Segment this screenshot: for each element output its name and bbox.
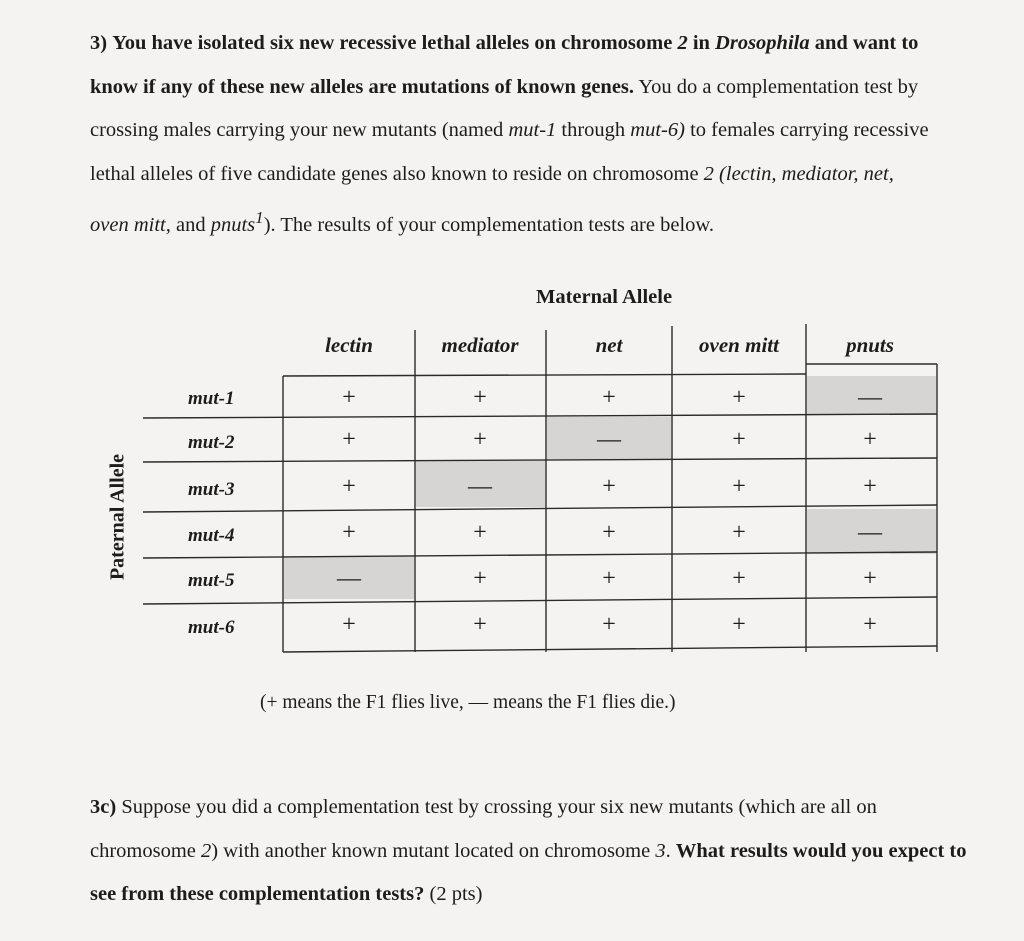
candidate-close: ). [263,213,276,236]
table-cell: + [863,426,877,453]
table-cell: + [602,611,616,638]
question-body: You do a complementation test by crossing males carrying your new mutants (named [90,75,919,141]
question-through: through [556,119,631,141]
candidate-genes: (lectin, mediator, net, oven mitt, [90,162,894,236]
table-cell: + [863,565,877,592]
table-cell: + [473,519,487,546]
part-c-label: 3c) [90,796,117,818]
table-cell: — [337,565,361,592]
table-cell: + [732,519,746,546]
column-lectin: lectin [325,333,373,357]
table-cell: + [342,384,356,411]
table-cell: + [732,384,746,411]
column-mediator: mediator [441,333,519,357]
intro-segment: You have isolated six new recessive lethal alleles on chromosome [112,32,678,54]
row-label-mut-5: mut-5 [188,570,235,591]
table-cell: + [473,611,487,638]
column-net: net [595,333,623,357]
part-c-chromosome-3: 3 [655,839,666,862]
table-cell: + [602,565,616,592]
table-cell: + [473,384,487,411]
mut-first: mut-1 [508,119,557,141]
table-cell: — [468,473,492,500]
chromosome-number: 2 [677,32,688,54]
part-c-body: Suppose you did a complementation test by crossing your six new mutants (which are all on chromosome [90,796,877,862]
table-cell: + [342,426,356,453]
question-results-intro: The results of your complementation tests are below. [275,213,714,236]
table-cell: + [473,565,487,592]
row-label-mut-1: mut-1 [188,388,235,409]
table-cell: + [342,611,356,638]
part-c-period: . [665,839,676,862]
table-cell: + [473,426,487,453]
table-cell: + [602,384,616,411]
paternal-allele-label: Paternal Allele [106,453,129,581]
row-label-mut-6: mut-6 [188,617,235,638]
table-cell: + [863,473,877,500]
column-pnuts: pnuts [846,333,894,357]
table-cell: + [732,426,746,453]
pnuts-superscript: 1 [255,208,264,227]
table-cell: — [597,426,621,453]
intro-segment-in: in [687,32,716,54]
table-cell: + [732,565,746,592]
part-c-chromosome-2: 2 [201,839,212,862]
species-name: Drosophila [715,32,810,54]
table-cell: + [863,611,877,638]
mut-last: mut-6) [630,119,685,141]
question-number: 3) [90,32,108,54]
table-cell: + [602,473,616,500]
row-label-mut-4: mut-4 [188,525,235,546]
question-body-2: to females carrying recessive lethal alleles of five candidate genes also known to reside on chromosome [90,119,929,185]
table-cell: — [858,384,882,411]
maternal-allele-label: Maternal Allele [536,286,673,308]
candidate-and: and [170,213,211,236]
chromosome-number-2: 2 [703,162,714,185]
column-oven-mitt: oven mitt [699,333,779,357]
table-cell: + [732,611,746,638]
table-cell: + [342,519,356,546]
question-intro-2: and want to know if any of these new alleles are mutations of known genes. [90,32,919,98]
part-c-question: What results would you expect to see from these complementation tests? [90,839,967,905]
table-cell: + [732,473,746,500]
question-3c-text [90,786,970,917]
pnuts-name: pnuts [210,213,256,236]
row-label-mut-2: mut-2 [188,432,235,453]
table-cell: + [342,473,356,500]
table-legend: (+ means the F1 flies live, — means the F1 flies die.) [260,692,676,713]
row-label-mut-3: mut-3 [188,479,235,500]
part-c-points: (2 pts) [424,883,483,905]
table-cell: + [602,519,616,546]
part-c-body-2: ) with another known mutant located on chromosome [211,839,656,862]
table-cell: — [858,519,882,546]
